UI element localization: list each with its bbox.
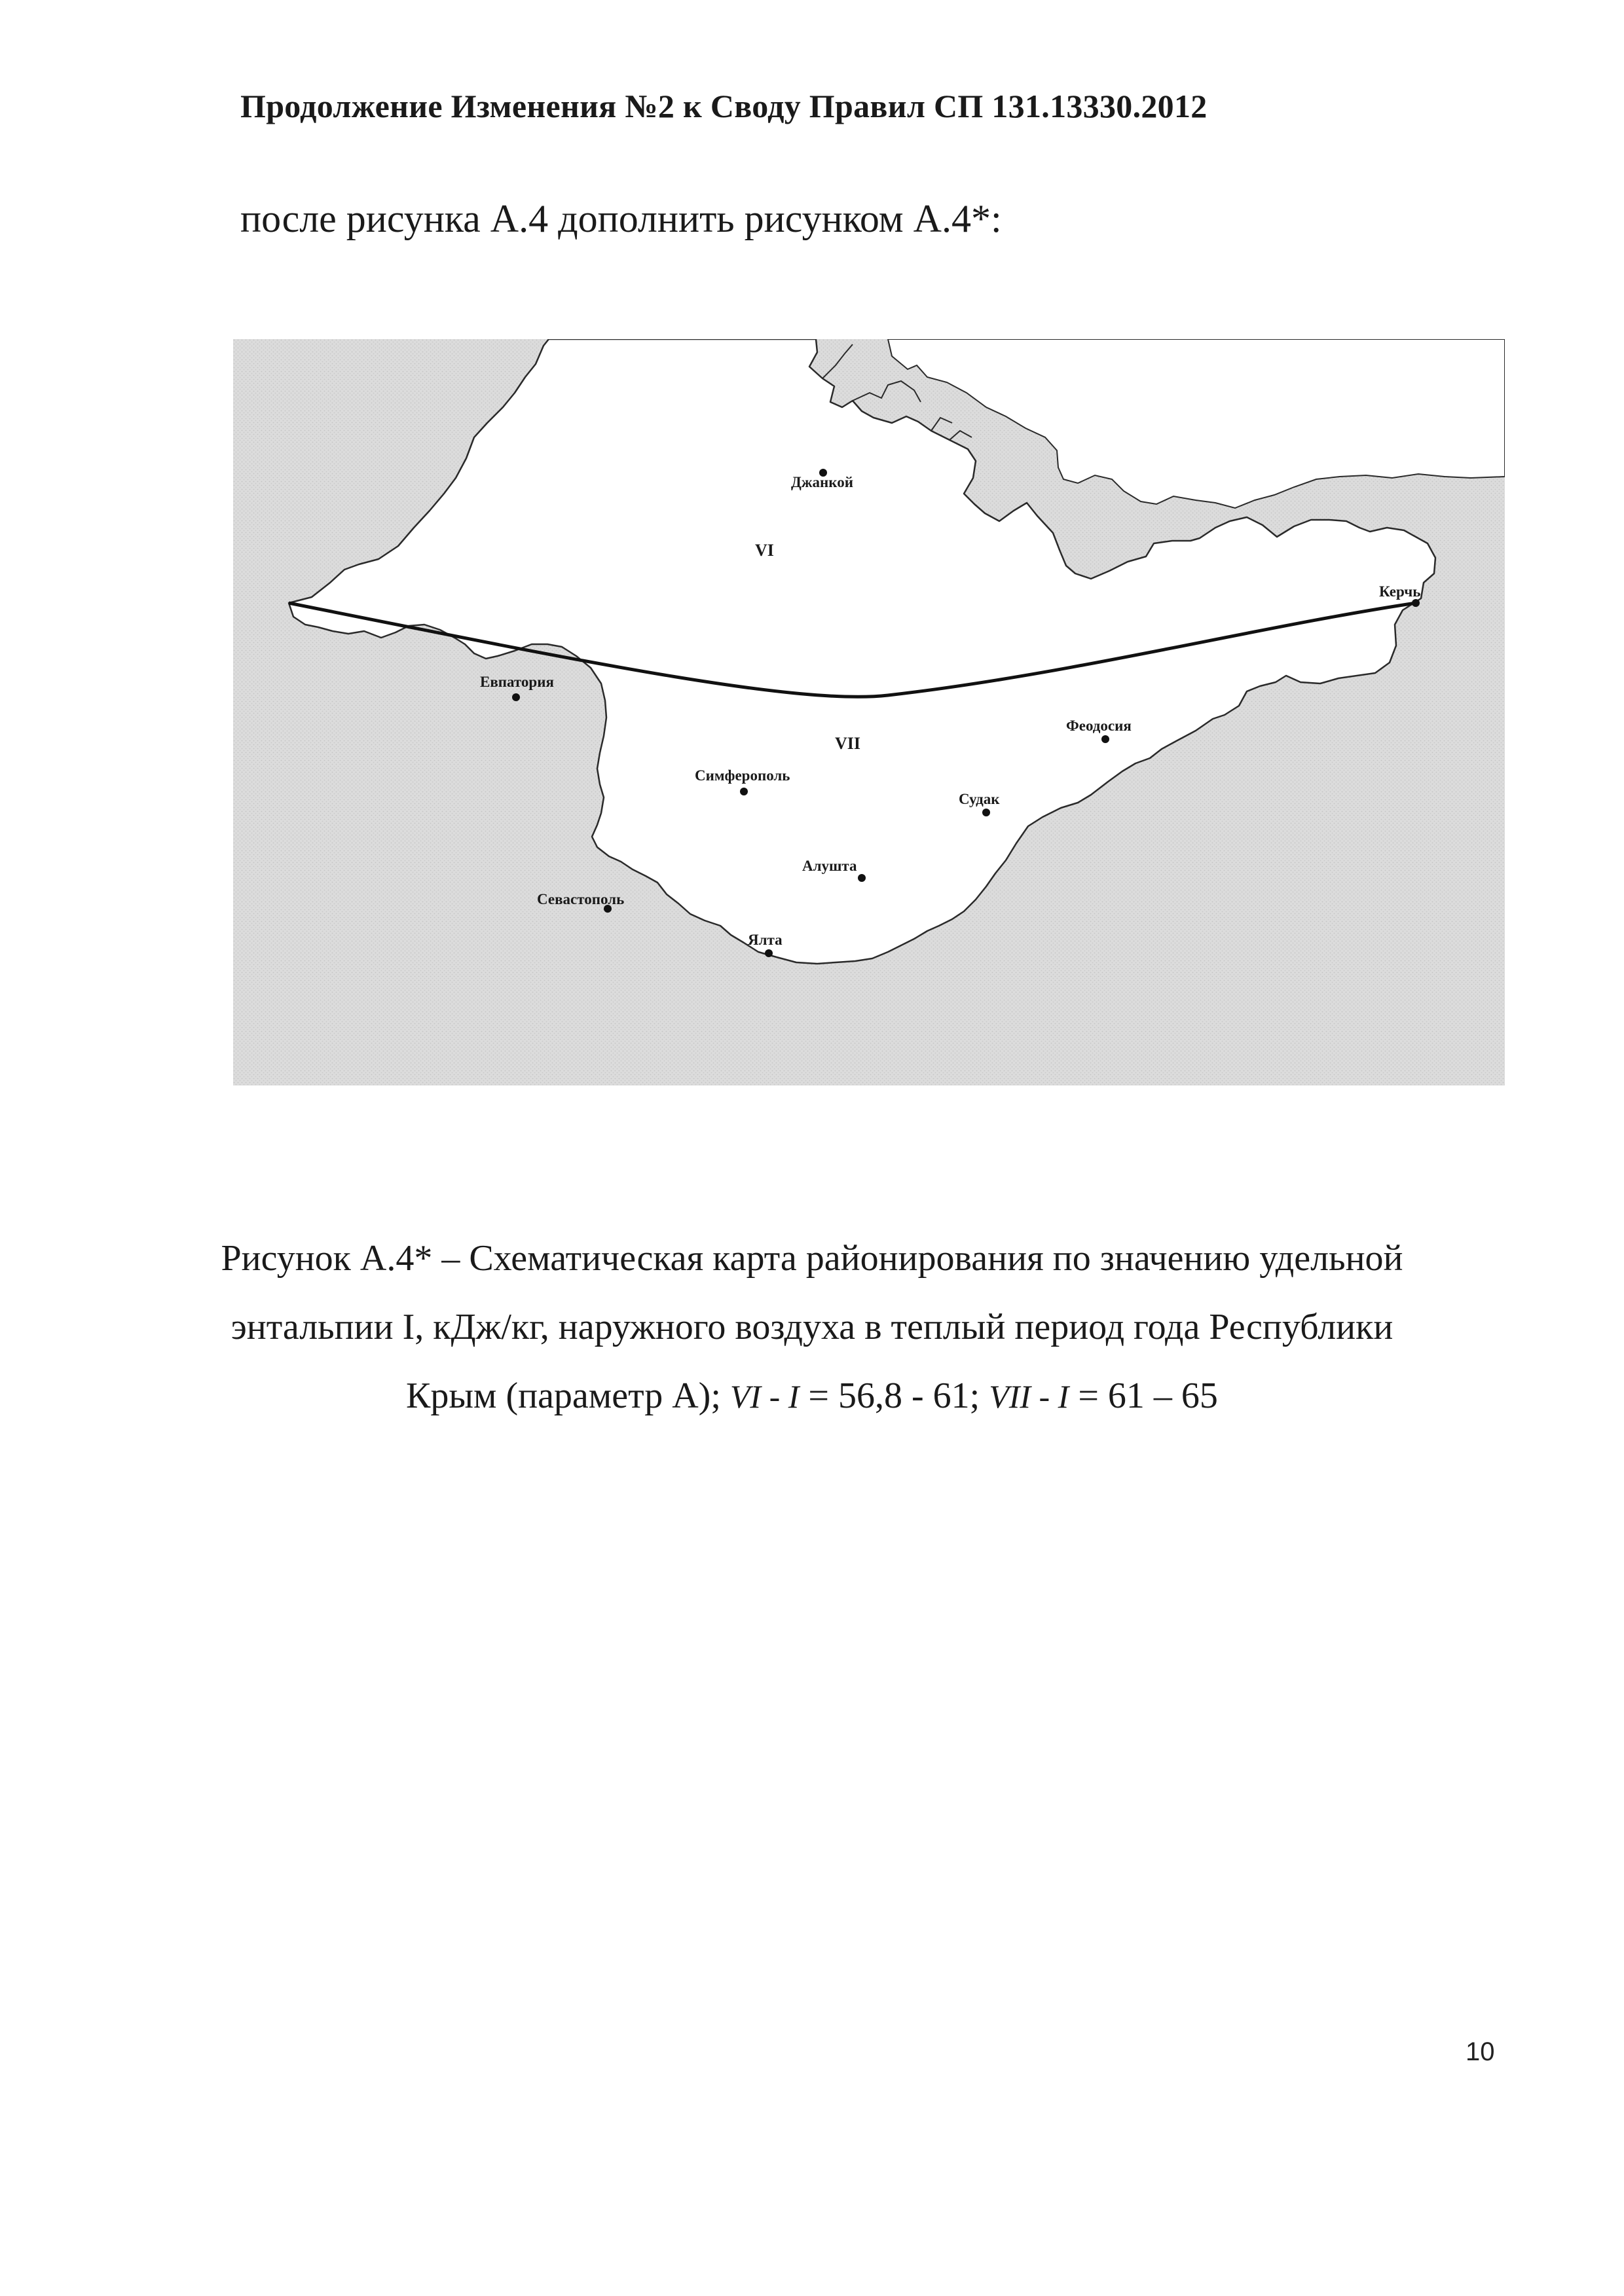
caption-line-2: энтальпии I, кДж/кг, наружного воздуха в теплый период года Республики	[231, 1307, 1393, 1347]
city-marker	[512, 693, 520, 701]
city-name: Евпатория	[480, 674, 554, 690]
zone-label-vi: VI	[755, 541, 774, 560]
city-marker	[858, 874, 866, 882]
caption-zone-vi: VI - I	[729, 1378, 800, 1415]
city-marker	[982, 809, 990, 816]
caption-zone-vi-value: = 56,8 - 61;	[799, 1376, 989, 1416]
city-marker	[1101, 735, 1109, 743]
city-marker	[740, 788, 748, 795]
page-number: 10	[1466, 2037, 1495, 2066]
city-name: Ялта	[748, 932, 783, 948]
caption-line-3	[196, 1362, 1428, 1431]
map-svg	[233, 339, 1505, 1085]
caption-zone-vii-value: = 61 – 65	[1069, 1376, 1218, 1416]
zone-label-vii: VII	[835, 734, 861, 753]
caption-line-1: Рисунок А.4* – Схематическая карта районирования по значению удельной	[221, 1238, 1403, 1279]
city-name: Судак	[959, 791, 1000, 807]
crimea-zoning-map	[233, 339, 1505, 1085]
city-name: Алушта	[802, 858, 857, 874]
city-marker	[765, 949, 773, 957]
figure-caption	[196, 1224, 1428, 1431]
city-marker	[1412, 599, 1420, 607]
city-name: Симферополь	[695, 767, 790, 784]
caption-prefix: Крым (параметр А);	[406, 1376, 730, 1416]
city-name: Джанкой	[791, 474, 853, 490]
instruction-text: после рисунка А.4 дополнить рисунком А.4*:	[240, 197, 1002, 240]
city-name: Керчь	[1379, 583, 1421, 600]
page-header: Продолжение Изменения №2 к Своду Правил СП 131.13330.2012	[240, 88, 1208, 124]
city-name: Севастополь	[537, 891, 625, 907]
city-name: Феодосия	[1066, 718, 1132, 734]
caption-zone-vii: VII - I	[989, 1378, 1069, 1415]
